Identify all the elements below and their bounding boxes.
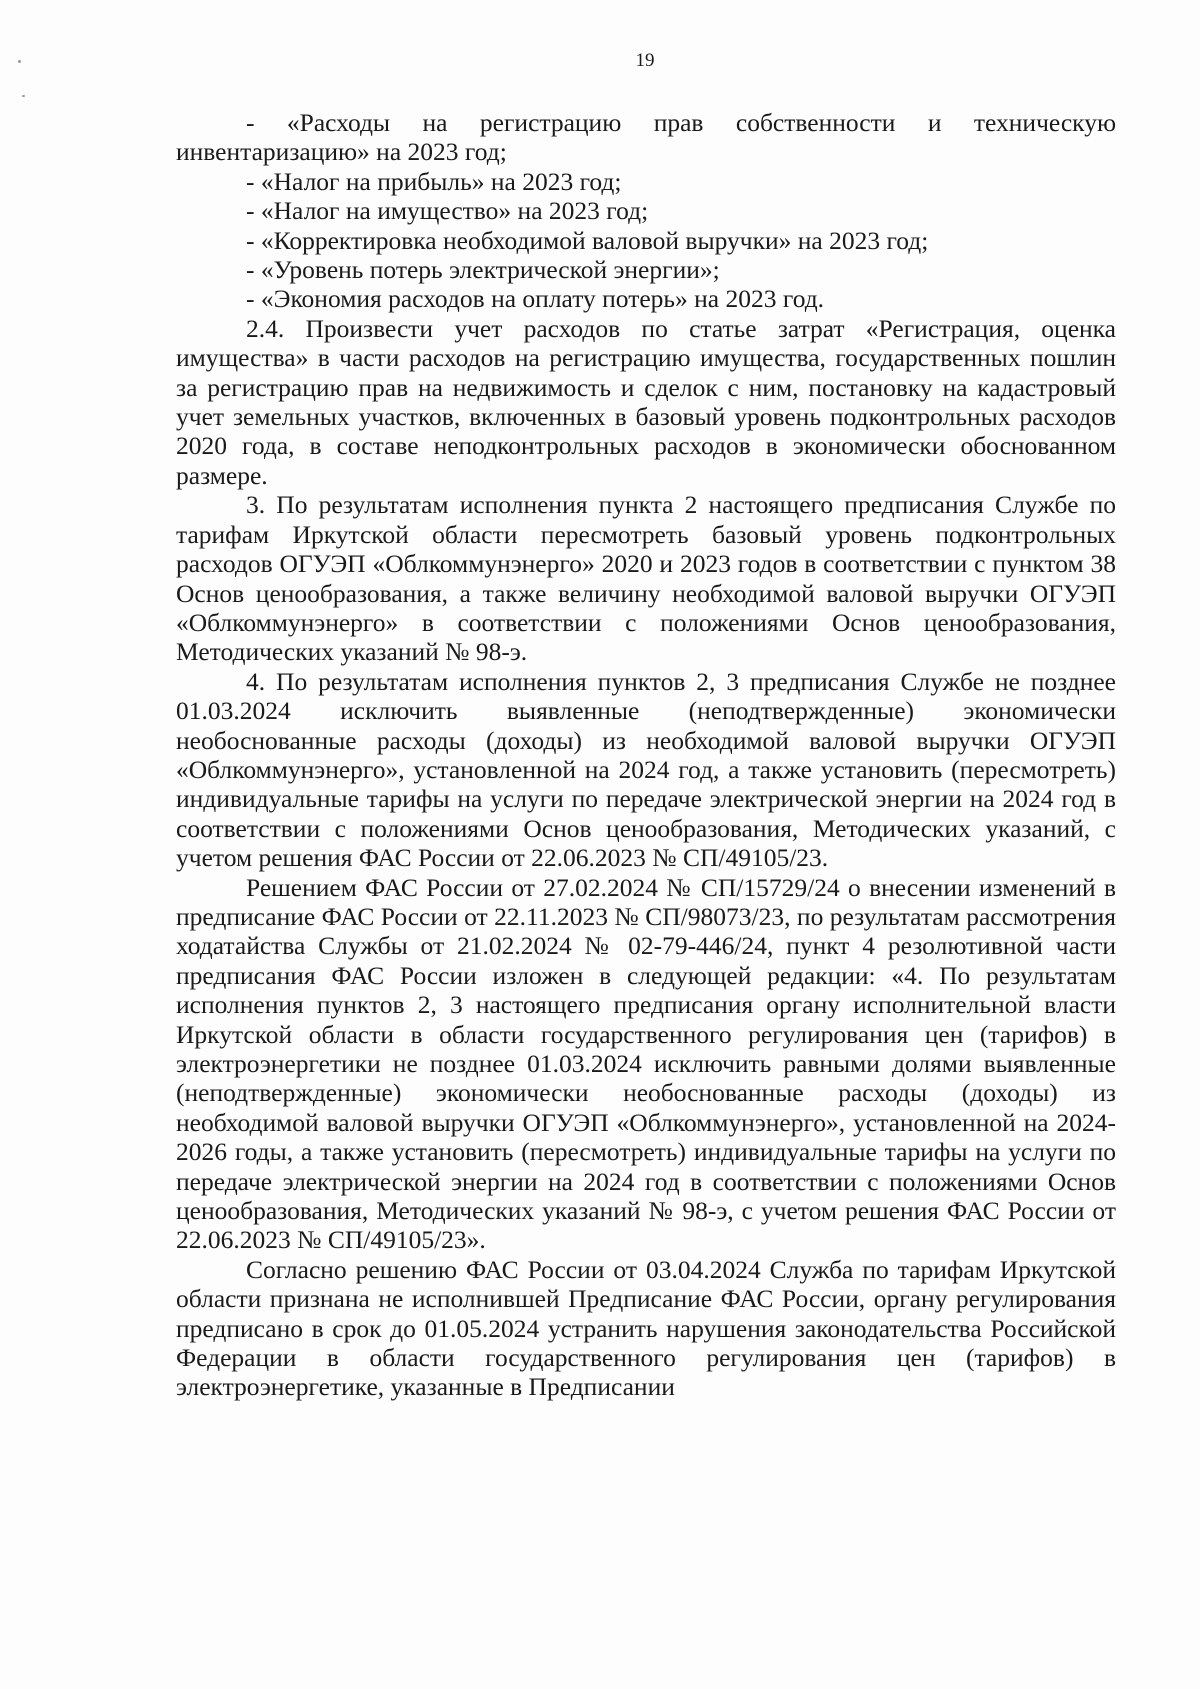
paragraph: Согласно решению ФАС России от 03.04.2024 Служба по тарифам Иркутской области признана не исполнившей Предписание ФАС России, органу регулирования предписано в срок до 01.05.2024 устранить нарушения законодательства Российской Федерации в области государственного регулирования цен (тарифов) в электроэнергетике, указанные в Предписании — [176, 1254, 1116, 1402]
paragraph: - «Расходы на регистрацию прав собственности и техническую инвентаризацию» на 2023 год; — [176, 108, 1116, 167]
paragraph: - «Экономия расходов на оплату потерь» на 2023 год. — [246, 284, 825, 314]
paragraph: 2.4. Произвести учет расходов по статье затрат «Регистрация, оценка имущества» в части расходов на регистрацию имущества, государственных пошлин за регистрацию прав на недвижимость и сделок с ним, постановку на кадастровый учет земельных участков, включенных в базовый уровень подконтрольных расходов 2020 года, в составе неподконтрольных расходов в экономически обоснованном размере. — [176, 313, 1116, 490]
paragraph: - «Уровень потерь электрической энергии»; — [246, 255, 720, 285]
paragraph: 3. По результатам исполнения пункта 2 настоящего предписания Службе по тарифам Иркутской области пересмотреть базовый уровень подконтрольных расходов ОГУЭП «Облкоммунэнерго» 2020 и 2023 годов в соответствии с пунктом 38 Основ ценообразования, а также величину необходимой валовой выручки ОГУЭП «Облкоммунэнерго» в соответствии с положениями Основ ценообразования, Методических указаний № 98-э. — [176, 490, 1116, 667]
paragraph: - «Налог на имущество» на 2023 год; — [246, 196, 649, 226]
paragraph: 4. По результатам исполнения пунктов 2, 3 предписания Службе не позднее 01.03.2024 исключить выявленные (неподтвержденные) экономически необоснованные расходы (доходы) из необходимой валовой выручки ОГУЭП «Облкоммунэнерго», установленной на 2024 год, а также установить (пересмотреть) индивидуальные тарифы на услуги по передаче электрической энергии на 2024 год в соответствии с положениями Основ ценообразования, Методических указаний, с учетом решения ФАС России от 22.06.2023 № СП/49105/23. — [176, 666, 1116, 873]
paragraph: Решением ФАС России от 27.02.2024 № СП/15729/24 о внесении изменений в предписание ФАС России от 22.11.2023 № СП/98073/23, по результатам рассмотрения ходатайства Службы от 21.02.2024 № 02-79-446/24, пункт 4 резолютивной части предписания ФАС России изложен в следующей редакции: «4. По результатам исполнения пунктов 2, 3 настоящего предписания органу исполнительной власти Иркутской области в области государственного регулирования цен (тарифов) в электроэнергетики не позднее 01.03.2024 исключить равными долями выявленные (неподтвержденные) экономически необоснованные расходы (доходы) из необходимой валовой выручки ОГУЭП «Облкоммунэнерго», установленной на 2024-2026 годы, а также установить (пересмотреть) индивидуальные тарифы на услуги по передаче электрической энергии на 2024 год в соответствии с положениями Основ ценообразования, Методических указаний № 98-э, с учетом решения ФАС России от 22.06.2023 № СП/49105/23». — [176, 872, 1116, 1255]
document-body — [176, 108, 1116, 1402]
paragraph: - «Корректировка необходимой валовой выручки» на 2023 год; — [246, 225, 929, 255]
page-number: 19 — [635, 50, 655, 71]
paragraph: - «Налог на прибыль» на 2023 год; — [246, 166, 622, 196]
scan-speck — [22, 95, 25, 97]
